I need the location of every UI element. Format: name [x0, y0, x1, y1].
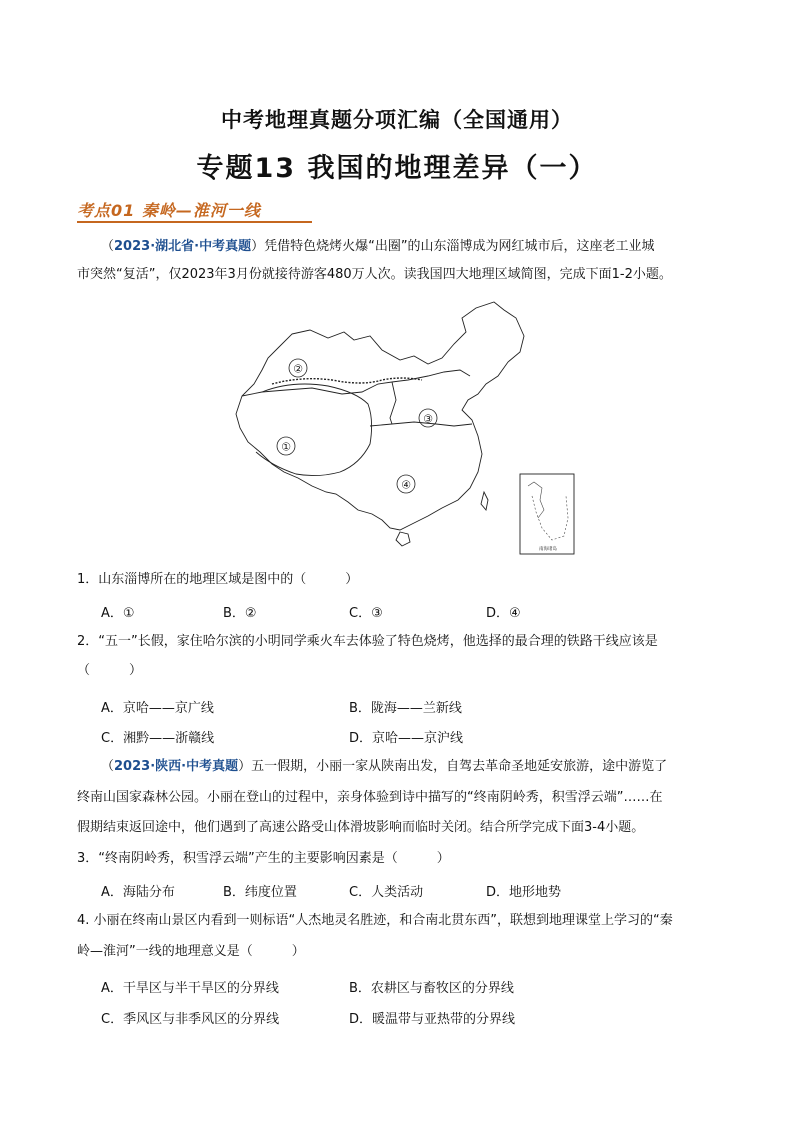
region-2-label: ② [293, 362, 303, 376]
q4-stem: 4. 小丽在终南山景区内看到一则标语“人杰地灵名胜迹，和合南北贯东西”，联想到地理课堂上学习的“秦 [77, 913, 673, 928]
q1-option-a[interactable]: A．① [101, 606, 135, 621]
north-region-boundary [390, 382, 396, 424]
q2-option-a[interactable]: A．京哈——京广线 [101, 701, 214, 716]
intro1-text1: ）凭借特色烧烤火爆“出圈”的山东淄博成为网红城市后，这座老工业城 [251, 239, 655, 254]
document-title: 中考地理真题分项汇编（全国通用） [221, 108, 573, 132]
intro2-line2: 终南山国家森林公园。小丽在登山的过程中，亲身体验到诗中描写的“终南阴岭秀，积雪浮云端”……在 [77, 790, 663, 805]
qinghai-tibet-boundary [256, 384, 372, 476]
q2-stem: 2．“五一”长假，家住哈尔滨的小明同学乘火车去体验了特色烧烤，他选择的最合理的铁路干线应该是 [77, 634, 658, 649]
intro1-source: 2023·湖北省·中考真题 [114, 239, 252, 254]
china-regions-map [232, 296, 580, 556]
section-underline [77, 221, 312, 223]
taiwan-island [481, 492, 488, 510]
region-3-label: ③ [423, 412, 433, 426]
q4-option-b[interactable]: B．农耕区与畜牧区的分界线 [349, 981, 514, 996]
intro2-line1 [101, 758, 741, 776]
intro1-open-paren: （ [101, 239, 115, 254]
q3-option-a[interactable]: A．海陆分布 [101, 885, 175, 900]
intro2-open-paren: （ [101, 759, 115, 774]
q1-option-c[interactable]: C．③ [349, 606, 383, 621]
q2-option-c[interactable]: C．湘黔——浙赣线 [101, 731, 215, 746]
q1-option-d[interactable]: D．④ [486, 606, 521, 621]
china-outline [236, 302, 524, 530]
q3-option-c[interactable]: C．人类活动 [349, 885, 424, 900]
region-1-label: ① [281, 440, 291, 454]
q2-stem-paren: （ ） [77, 663, 143, 678]
intro1-line2: 市突然“复活”，仅2023年3月份就接待游客480万人次。读我国四大地理区域简图，完成下面1-2小题。 [77, 267, 672, 282]
inset-label: 南海诸岛 [539, 547, 557, 552]
intro1-line1 [101, 238, 721, 256]
q3-option-d[interactable]: D．地形地势 [486, 885, 562, 900]
topic-title: 专题13 我国的地理差异（一） [196, 153, 598, 184]
q4-option-a[interactable]: A．干旱区与半干旱区的分界线 [101, 981, 279, 996]
section-heading: 考点01 秦岭—淮河一线 [77, 201, 261, 220]
q4-option-d[interactable]: D．暖温带与亚热带的分界线 [349, 1012, 516, 1027]
intro2-text1: ）五一假期，小丽一家从陕南出发，自驾去革命圣地延安旅游，途中游览了 [238, 759, 668, 774]
q4-option-c[interactable]: C．季风区与非季风区的分界线 [101, 1012, 280, 1027]
q4-stem-line2: 岭—淮河”一线的地理意义是（ ） [77, 944, 305, 959]
hainan-island [396, 532, 410, 546]
intro2-source: 2023·陕西·中考真题 [114, 759, 239, 774]
region-4-label: ④ [401, 478, 411, 492]
q1-option-b[interactable]: B．② [223, 606, 257, 621]
q1-stem: 1．山东淄博所在的地理区域是图中的（ ） [77, 572, 359, 587]
q2-option-b[interactable]: B．陇海——兰新线 [349, 701, 462, 716]
q3-option-b[interactable]: B．纬度位置 [223, 885, 297, 900]
q3-stem: 3．“终南阴岭秀，积雪浮云端”产生的主要影响因素是（ ） [77, 851, 450, 866]
intro2-line3: 假期结束返回途中，他们遇到了高速公路受山体滑坡影响而临时关闭。结合所学完成下面3-4小题。 [77, 820, 645, 835]
q2-option-d[interactable]: D．京哈——京沪线 [349, 731, 464, 746]
